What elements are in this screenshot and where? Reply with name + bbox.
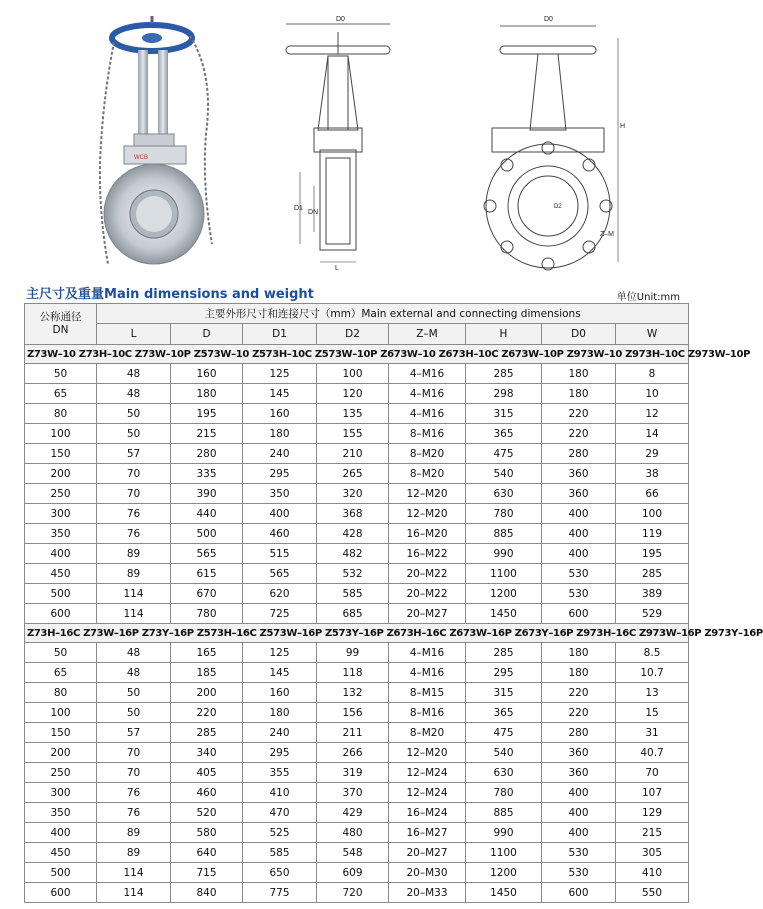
dn-cell: 600	[25, 604, 97, 624]
table-cell: 360	[542, 484, 616, 504]
table-cell: 840	[171, 883, 243, 903]
table-cell: 160	[243, 404, 317, 424]
table-cell: 15	[616, 703, 689, 723]
dn-cell: 65	[25, 384, 97, 404]
table-cell: 155	[317, 424, 389, 444]
table-cell: 315	[466, 683, 542, 703]
col-header: Z–M	[389, 324, 466, 345]
table-cell: 200	[171, 683, 243, 703]
table-cell: 530	[542, 564, 616, 584]
table-cell: 76	[97, 803, 171, 823]
dn-cell: 65	[25, 663, 97, 683]
dn-cell: 250	[25, 484, 97, 504]
table-row	[25, 643, 689, 663]
table-cell: 350	[243, 484, 317, 504]
model-group-row	[25, 345, 689, 364]
table-cell: 585	[243, 843, 317, 863]
table-cell: 609	[317, 863, 389, 883]
table-cell: 685	[317, 604, 389, 624]
table-cell: 220	[542, 703, 616, 723]
table-cell: 8–M20	[389, 464, 466, 484]
table-cell: 220	[542, 683, 616, 703]
table-row	[25, 564, 689, 584]
dn-cell: 350	[25, 524, 97, 544]
table-row	[25, 723, 689, 743]
table-cell: 118	[317, 663, 389, 683]
table-cell: 210	[317, 444, 389, 464]
table-cell: 145	[243, 384, 317, 404]
table-cell: 220	[171, 703, 243, 723]
table-cell: 470	[243, 803, 317, 823]
table-cell: 8	[616, 364, 689, 384]
table-cell: 100	[317, 364, 389, 384]
table-row	[25, 584, 689, 604]
table-cell: 319	[317, 763, 389, 783]
table-cell: 185	[171, 663, 243, 683]
col-header: D	[171, 324, 243, 345]
table-cell: 565	[243, 564, 317, 584]
table-cell: 89	[97, 544, 171, 564]
table-cell: 48	[97, 364, 171, 384]
table-cell: 8–M16	[389, 703, 466, 723]
dimensions-span-header: 主要外形尺寸和连接尺寸（mm）Main external and connecting dimensions	[97, 304, 689, 324]
col-header: D2	[317, 324, 389, 345]
dn-cell: 450	[25, 564, 97, 584]
table-cell: 400	[542, 504, 616, 524]
table-cell: 57	[97, 444, 171, 464]
dn-header-cn: 公称通径	[39, 311, 82, 323]
dn-cell: 250	[25, 763, 97, 783]
table-cell: 76	[97, 524, 171, 544]
table-row	[25, 783, 689, 803]
photo-tag: WCB	[134, 155, 148, 161]
table-cell: 76	[97, 783, 171, 803]
table-cell: 265	[317, 464, 389, 484]
table-row	[25, 823, 689, 843]
table-row	[25, 504, 689, 524]
table-cell: 355	[243, 763, 317, 783]
unit-label: 单位Unit:mm	[616, 292, 680, 303]
table-cell: 76	[97, 504, 171, 524]
dn-cell: 400	[25, 544, 97, 564]
table-cell: 8–M20	[389, 444, 466, 464]
table-cell: 990	[466, 823, 542, 843]
table-cell: 360	[542, 743, 616, 763]
label-l: L	[335, 265, 339, 272]
table-cell: 305	[616, 843, 689, 863]
dn-cell: 450	[25, 843, 97, 863]
table-row	[25, 544, 689, 564]
table-cell: 125	[243, 643, 317, 663]
table-cell: 132	[317, 683, 389, 703]
table-cell: 12–M24	[389, 763, 466, 783]
table-cell: 410	[243, 783, 317, 803]
table-cell: 390	[171, 484, 243, 504]
table-cell: 20–M22	[389, 584, 466, 604]
table-cell: 145	[243, 663, 317, 683]
header-row-1	[25, 304, 689, 324]
table-cell: 70	[97, 464, 171, 484]
table-cell: 370	[317, 783, 389, 803]
dn-cell: 600	[25, 883, 97, 903]
table-cell: 720	[317, 883, 389, 903]
table-cell: 20–M27	[389, 604, 466, 624]
table-cell: 525	[243, 823, 317, 843]
label-dn: DN	[308, 209, 319, 216]
table-cell: 16–M20	[389, 524, 466, 544]
table-cell: 368	[317, 504, 389, 524]
table-cell: 285	[466, 364, 542, 384]
table-cell: 10	[616, 384, 689, 404]
table-cell: 57	[97, 723, 171, 743]
label-d0-front: D0	[544, 16, 553, 23]
table-cell: 8–M15	[389, 683, 466, 703]
table-cell: 20–M22	[389, 564, 466, 584]
table-cell: 31	[616, 723, 689, 743]
table-cell: 360	[542, 763, 616, 783]
table-cell: 360	[542, 464, 616, 484]
dn-cell: 500	[25, 584, 97, 604]
table-cell: 180	[243, 703, 317, 723]
table-cell: 475	[466, 444, 542, 464]
table-cell: 70	[97, 484, 171, 504]
table-cell: 70	[616, 763, 689, 783]
dn-cell: 80	[25, 683, 97, 703]
table-row	[25, 763, 689, 783]
table-cell: 335	[171, 464, 243, 484]
table-cell: 180	[542, 663, 616, 683]
table-cell: 389	[616, 584, 689, 604]
table-cell: 400	[542, 544, 616, 564]
table-cell: 50	[97, 424, 171, 444]
col-header: D0	[542, 324, 616, 345]
table-cell: 780	[466, 783, 542, 803]
table-row	[25, 524, 689, 544]
table-cell: 50	[97, 703, 171, 723]
table-cell: 215	[616, 823, 689, 843]
table-cell: 550	[616, 883, 689, 903]
label-d0: D0	[336, 16, 345, 23]
table-cell: 630	[466, 484, 542, 504]
table-cell: 1100	[466, 843, 542, 863]
table-cell: 4–M16	[389, 404, 466, 424]
table-cell: 180	[542, 384, 616, 404]
table-row	[25, 604, 689, 624]
table-cell: 365	[466, 703, 542, 723]
valve-product-photo	[94, 14, 244, 272]
label-zm: Z–M	[600, 231, 614, 238]
model-group-row	[25, 624, 689, 643]
table-cell: 114	[97, 863, 171, 883]
table-cell: 530	[542, 863, 616, 883]
table-cell: 129	[616, 803, 689, 823]
dn-cell: 350	[25, 803, 97, 823]
table-cell: 4–M16	[389, 643, 466, 663]
table-cell: 280	[542, 444, 616, 464]
table-cell: 315	[466, 404, 542, 424]
table-cell: 400	[542, 783, 616, 803]
table-cell: 475	[466, 723, 542, 743]
illustration-area	[0, 0, 700, 275]
table-cell: 515	[243, 544, 317, 564]
header-row-2	[25, 324, 689, 345]
table-row	[25, 444, 689, 464]
table-cell: 280	[171, 444, 243, 464]
col-header: D1	[243, 324, 317, 345]
table-cell: 285	[466, 643, 542, 663]
table-cell: 14	[616, 424, 689, 444]
table-cell: 1100	[466, 564, 542, 584]
table-cell: 460	[243, 524, 317, 544]
table-cell: 160	[171, 364, 243, 384]
col-header: H	[466, 324, 542, 345]
dn-cell: 100	[25, 703, 97, 723]
dn-cell: 150	[25, 723, 97, 743]
table-row	[25, 663, 689, 683]
table-cell: 114	[97, 883, 171, 903]
table-cell: 580	[171, 823, 243, 843]
table-cell: 4–M16	[389, 384, 466, 404]
label-d2: D2	[554, 204, 562, 210]
table-cell: 400	[542, 823, 616, 843]
table-row	[25, 384, 689, 404]
dn-cell: 200	[25, 464, 97, 484]
table-cell: 885	[466, 524, 542, 544]
table-cell: 12–M24	[389, 783, 466, 803]
table-cell: 180	[542, 364, 616, 384]
table-cell: 120	[317, 384, 389, 404]
table-cell: 165	[171, 643, 243, 663]
section-title	[26, 283, 314, 302]
table-cell: 48	[97, 384, 171, 404]
table-cell: 13	[616, 683, 689, 703]
table-cell: 650	[243, 863, 317, 883]
table-cell: 428	[317, 524, 389, 544]
label-h: H	[620, 123, 626, 130]
table-cell: 119	[616, 524, 689, 544]
dn-cell: 300	[25, 504, 97, 524]
table-cell: 780	[171, 604, 243, 624]
model-group-label: Z73W–10 Z73H–10C Z73W–10P Z573W–10 Z573H–10C Z573W–10P Z673W–10 Z673H–10C Z673W–10P Z973W–10 Z973H–10C Z973W–10P	[25, 345, 689, 364]
table-cell: 12–M20	[389, 743, 466, 763]
table-cell: 585	[317, 584, 389, 604]
table-cell: 725	[243, 604, 317, 624]
front-view-drawing	[460, 8, 640, 270]
table-cell: 266	[317, 743, 389, 763]
table-cell: 365	[466, 424, 542, 444]
table-cell: 410	[616, 863, 689, 883]
table-cell: 12–M20	[389, 484, 466, 504]
dn-cell: 50	[25, 364, 97, 384]
table-cell: 548	[317, 843, 389, 863]
dn-cell: 300	[25, 783, 97, 803]
table-cell: 640	[171, 843, 243, 863]
table-cell: 280	[542, 723, 616, 743]
table-cell: 295	[243, 464, 317, 484]
table-cell: 20–M27	[389, 843, 466, 863]
table-cell: 1450	[466, 883, 542, 903]
table-row	[25, 424, 689, 444]
table-cell: 1200	[466, 584, 542, 604]
table-cell: 670	[171, 584, 243, 604]
table-cell: 89	[97, 843, 171, 863]
table-cell: 600	[542, 883, 616, 903]
table-cell: 135	[317, 404, 389, 424]
table-cell: 240	[243, 723, 317, 743]
table-cell: 211	[317, 723, 389, 743]
table-cell: 16–M27	[389, 823, 466, 843]
table-cell: 114	[97, 584, 171, 604]
table-cell: 38	[616, 464, 689, 484]
table-row	[25, 843, 689, 863]
table-cell: 405	[171, 763, 243, 783]
dn-cell: 50	[25, 643, 97, 663]
table-cell: 70	[97, 763, 171, 783]
table-cell: 530	[542, 584, 616, 604]
table-row	[25, 883, 689, 903]
table-cell: 160	[243, 683, 317, 703]
table-cell: 50	[97, 404, 171, 424]
table-row	[25, 683, 689, 703]
table-cell: 220	[542, 424, 616, 444]
table-cell: 16–M22	[389, 544, 466, 564]
table-row	[25, 703, 689, 723]
dn-header-en: DN	[52, 324, 69, 336]
table-cell: 40.7	[616, 743, 689, 763]
table-row	[25, 364, 689, 384]
dimensions-table	[24, 303, 763, 903]
table-cell: 240	[243, 444, 317, 464]
table-cell: 29	[616, 444, 689, 464]
dn-cell: 400	[25, 823, 97, 843]
table-cell: 400	[542, 803, 616, 823]
table-cell: 885	[466, 803, 542, 823]
table-cell: 12	[616, 404, 689, 424]
table-cell: 48	[97, 663, 171, 683]
table-cell: 180	[171, 384, 243, 404]
table-cell: 1450	[466, 604, 542, 624]
table-cell: 540	[466, 743, 542, 763]
table-cell: 529	[616, 604, 689, 624]
table-cell: 1200	[466, 863, 542, 883]
table-cell: 400	[243, 504, 317, 524]
table-cell: 530	[542, 843, 616, 863]
table-cell: 220	[542, 404, 616, 424]
dn-cell: 100	[25, 424, 97, 444]
section-title-en: Main dimensions and weight	[104, 287, 314, 302]
dn-cell: 150	[25, 444, 97, 464]
table-cell: 16–M24	[389, 803, 466, 823]
table-cell: 20–M33	[389, 883, 466, 903]
table-cell: 180	[542, 643, 616, 663]
table-cell: 715	[171, 863, 243, 883]
dn-cell: 200	[25, 743, 97, 763]
table-cell: 10.7	[616, 663, 689, 683]
table-cell: 195	[616, 544, 689, 564]
table-cell: 195	[171, 404, 243, 424]
table-row	[25, 743, 689, 763]
table-cell: 66	[616, 484, 689, 504]
table-cell: 107	[616, 783, 689, 803]
table-cell: 400	[542, 524, 616, 544]
table-cell: 125	[243, 364, 317, 384]
table-cell: 20–M30	[389, 863, 466, 883]
table-cell: 520	[171, 803, 243, 823]
table-cell: 429	[317, 803, 389, 823]
dn-cell: 500	[25, 863, 97, 883]
table-cell: 615	[171, 564, 243, 584]
dn-cell: 80	[25, 404, 97, 424]
col-header: W	[616, 324, 689, 345]
table-cell: 630	[466, 763, 542, 783]
table-cell: 780	[466, 504, 542, 524]
table-cell: 8–M20	[389, 723, 466, 743]
table-cell: 48	[97, 643, 171, 663]
table-cell: 482	[317, 544, 389, 564]
table-cell: 156	[317, 703, 389, 723]
table-cell: 540	[466, 464, 542, 484]
side-view-drawing	[270, 10, 410, 272]
table-cell: 8.5	[616, 643, 689, 663]
table-cell: 215	[171, 424, 243, 444]
col-header: L	[97, 324, 171, 345]
table-cell: 775	[243, 883, 317, 903]
table-cell: 180	[243, 424, 317, 444]
table-cell: 620	[243, 584, 317, 604]
table-row	[25, 464, 689, 484]
table-cell: 320	[317, 484, 389, 504]
table-cell: 50	[97, 683, 171, 703]
table-cell: 295	[243, 743, 317, 763]
table-row	[25, 863, 689, 883]
table-cell: 70	[97, 743, 171, 763]
table-row	[25, 803, 689, 823]
table-cell: 285	[616, 564, 689, 584]
table-cell: 114	[97, 604, 171, 624]
table-cell: 285	[171, 723, 243, 743]
table-cell: 600	[542, 604, 616, 624]
table-row	[25, 404, 689, 424]
table-cell: 440	[171, 504, 243, 524]
table-row	[25, 484, 689, 504]
table-cell: 100	[616, 504, 689, 524]
table-cell: 460	[171, 783, 243, 803]
table-cell: 340	[171, 743, 243, 763]
table-cell: 8–M16	[389, 424, 466, 444]
table-cell: 500	[171, 524, 243, 544]
table-cell: 295	[466, 663, 542, 683]
table-cell: 12–M20	[389, 504, 466, 524]
table-cell: 89	[97, 823, 171, 843]
table-cell: 4–M16	[389, 364, 466, 384]
section-title-cn: 主尺寸及重量	[26, 287, 105, 302]
table-cell: 532	[317, 564, 389, 584]
model-group-label: Z73H–16C Z73W–16P Z73Y–16P Z573H–16C Z573W–16P Z573Y–16P Z673H–16C Z673W–16P Z673Y–16P Z973H–16C Z973W–16P Z973Y–16P	[25, 624, 689, 643]
table-cell: 565	[171, 544, 243, 564]
table-cell: 4–M16	[389, 663, 466, 683]
table-cell: 89	[97, 564, 171, 584]
table-cell: 298	[466, 384, 542, 404]
table-cell: 480	[317, 823, 389, 843]
label-d1: D1	[294, 205, 303, 212]
table-cell: 990	[466, 544, 542, 564]
dn-header	[25, 304, 97, 345]
table-cell: 99	[317, 643, 389, 663]
